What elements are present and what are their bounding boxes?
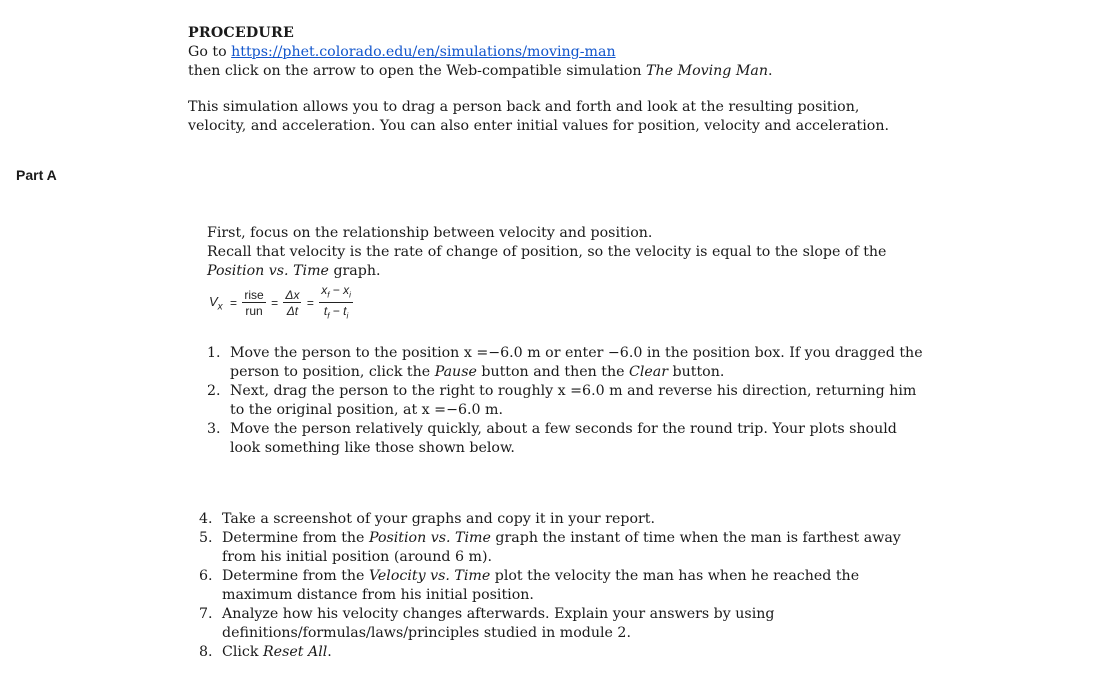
formula-equals-3: =: [306, 296, 314, 311]
part-a-label: Part A: [16, 167, 57, 183]
step-text-line-1: [222, 567, 1079, 586]
open-sim-line: [188, 62, 1068, 81]
list-item: [199, 643, 1079, 662]
step-text-line-2: look something like those shown below.: [230, 440, 515, 456]
list-item: [207, 344, 1087, 382]
fraction-run: run: [245, 304, 263, 319]
procedure-heading: PROCEDURE: [188, 25, 295, 41]
list-item: [199, 529, 1079, 567]
fraction-delta: [283, 288, 301, 319]
step-text-line-1: Analyze how his velocity changes afterwards. Explain your answers by using: [222, 606, 775, 622]
xi-sub: i: [349, 290, 351, 300]
ti: − t: [329, 304, 347, 319]
part-a-intro: [207, 224, 1067, 281]
step-text-line-2: from his initial position (around 6 m).: [222, 549, 493, 565]
reset-all-label: Reset All: [262, 644, 328, 660]
list-item: [199, 605, 1079, 643]
tf: t: [323, 304, 328, 319]
pause-label: Pause: [434, 364, 477, 380]
step-8-text-b: .: [327, 644, 332, 660]
step-1-text-c: button.: [668, 364, 725, 380]
step-text-line-1: Next, drag the person to the right to roughly x =6.0 m and reverse his direction, returning him: [230, 383, 917, 399]
formula-v: V: [209, 293, 218, 309]
formula-lhs: [209, 292, 223, 317]
step-number: 4.: [199, 511, 213, 527]
clear-label: Clear: [629, 364, 669, 380]
steps-list-a: [207, 344, 1087, 458]
xi: − x: [329, 283, 350, 297]
fraction-delta-t: Δt: [286, 304, 299, 319]
step-text-line-2: to the original position, at x =−6.0 m.: [230, 402, 503, 418]
step-5-text-b: graph the instant of time when the man is farthest away: [490, 530, 901, 546]
list-item: [199, 567, 1079, 605]
step-1-text-a: person to position, click the: [230, 364, 435, 380]
step-number: 3.: [207, 421, 221, 437]
step-text-line-1: Move the person to the position x =−6.0 m or enter −6.0 in the position box. If you dragged the: [230, 345, 923, 361]
steps-list-b: [199, 510, 1079, 662]
fraction-xf-minus-xi: [319, 283, 353, 303]
intro-line-3: [207, 262, 1067, 281]
step-text-line-2: definitions/formulas/laws/principles studied in module 2.: [222, 625, 631, 641]
tf-sub: f: [327, 311, 330, 321]
goto-prefix: Go to: [188, 44, 232, 60]
step-text-line-2: maximum distance from his initial position.: [222, 587, 534, 603]
step-6-text-a: Determine from the: [222, 568, 369, 584]
velocity-vs-time-ref: Velocity vs. Time: [368, 568, 491, 584]
step-8-text-a: Click: [222, 644, 263, 660]
step-number: 8.: [199, 644, 213, 660]
ti-sub: i: [346, 311, 349, 321]
intro-line-3-post: graph.: [328, 263, 381, 279]
position-vs-time-ref: Position vs. Time: [368, 530, 491, 546]
step-5-text-a: Determine from the: [222, 530, 369, 546]
description-line-1: This simulation allows you to drag a person back and forth and look at the resulting position,: [188, 99, 860, 115]
fraction-rise-run: [242, 288, 265, 319]
fraction-rise: rise: [244, 288, 264, 303]
step-number: 6.: [199, 568, 213, 584]
intro-line-2: Recall that velocity is the rate of change of position, so the velocity is equal to the slope of the: [207, 244, 887, 260]
fraction-tf-minus-ti: [319, 303, 353, 324]
step-text-line-1: [222, 529, 1079, 548]
step-text-line-1: Take a screenshot of your graphs and copy it in your report.: [222, 511, 656, 527]
position-vs-time: Position vs. Time: [207, 263, 329, 279]
formula-v-sub: x: [217, 301, 223, 313]
open-sim-period: .: [768, 63, 773, 79]
formula-equals-2: =: [271, 296, 279, 311]
xf-sub: f: [327, 290, 330, 300]
list-item: [207, 382, 1087, 420]
step-text-line-1: [222, 643, 1079, 662]
velocity-formula: [207, 283, 353, 325]
step-6-text-b: plot the velocity the man has when he reached the: [490, 568, 860, 584]
open-sim-text: then click on the arrow to open the Web-compatible simulation: [188, 63, 647, 79]
goto-line: [188, 43, 1068, 62]
step-1-text-b: button and then the: [476, 364, 630, 380]
intro-line-1: First, focus on the relationship between velocity and position.: [207, 225, 653, 241]
fraction-delta-x: Δx: [285, 288, 300, 303]
description-line-2: velocity, and acceleration. You can also enter initial values for position, velocity and acceleration.: [188, 118, 889, 134]
step-text-line-2: [230, 363, 1087, 382]
simulation-link[interactable]: https://phet.colorado.edu/en/simulations/moving-man: [231, 44, 616, 60]
step-text-line-1: Move the person relatively quickly, about a few seconds for the round trip. Your plots should: [230, 421, 897, 437]
xf: x: [321, 283, 328, 297]
step-number: 7.: [199, 606, 213, 622]
procedure-section: [188, 24, 1068, 136]
step-number: 2.: [207, 383, 221, 399]
fraction-xf-xi: [319, 283, 353, 325]
sim-name: The Moving Man: [646, 63, 769, 79]
list-item: [199, 510, 1079, 529]
formula-equals-1: =: [230, 296, 238, 311]
step-number: 5.: [199, 530, 213, 546]
list-item: [207, 420, 1087, 458]
step-number: 1.: [207, 345, 221, 361]
